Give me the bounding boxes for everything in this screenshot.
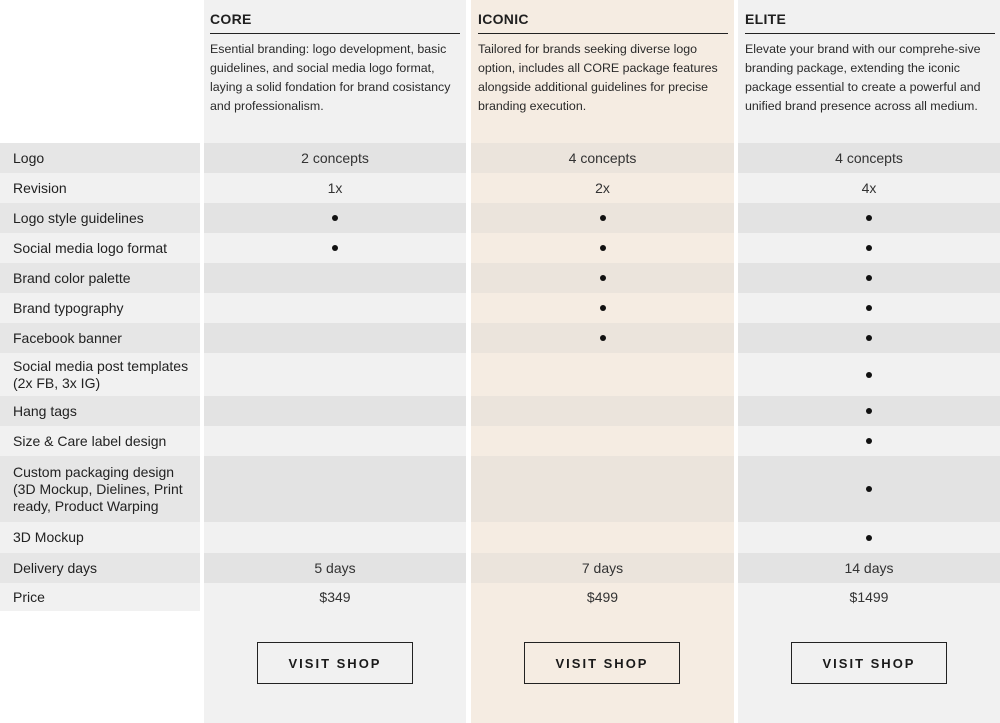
feature-label: Hang tags xyxy=(0,396,200,426)
plan-description: Tailored for brands seeking diverse logo option, includes all CORE package features alongside additional guidelines for precise branding execution. xyxy=(478,42,718,113)
elite-value xyxy=(738,522,1000,553)
iconic-value xyxy=(471,522,734,553)
included-dot-icon xyxy=(866,535,872,541)
core-value xyxy=(204,426,466,456)
core-value xyxy=(204,522,466,553)
included-dot-icon xyxy=(600,275,606,281)
elite-value xyxy=(738,323,1000,353)
iconic-value xyxy=(471,293,734,323)
core-value: 5 days xyxy=(204,553,466,583)
included-dot-icon xyxy=(866,438,872,444)
feature-label: Social media post templates (2x FB, 3x IG) xyxy=(0,353,200,396)
feature-row-logo xyxy=(0,143,1000,173)
core-value xyxy=(204,353,466,396)
iconic-value xyxy=(471,396,734,426)
elite-value: 4 concepts xyxy=(738,143,1000,173)
feature-row-price xyxy=(0,583,1000,611)
included-dot-icon xyxy=(866,275,872,281)
included-dot-icon xyxy=(600,305,606,311)
elite-value xyxy=(738,456,1000,522)
elite-value: 14 days xyxy=(738,553,1000,583)
elite-price: $1499 xyxy=(849,589,889,605)
included-dot-icon xyxy=(866,215,872,221)
elite-visit-shop-button[interactable]: VISIT SHOP xyxy=(791,642,947,684)
included-dot-icon xyxy=(600,245,606,251)
included-dot-icon xyxy=(600,215,606,221)
iconic-value xyxy=(471,456,734,522)
core-value xyxy=(204,456,466,522)
feature-row-3d-mockup xyxy=(0,522,1000,553)
feature-row-social-media-logo-format xyxy=(0,233,1000,263)
core-price: $349 xyxy=(319,589,351,605)
feature-label: Delivery days xyxy=(0,553,200,583)
iconic-value xyxy=(471,203,734,233)
iconic-value: 2x xyxy=(595,180,610,196)
core-value xyxy=(204,263,466,293)
feature-label: Price xyxy=(0,583,200,611)
core-value xyxy=(204,323,466,353)
iconic-value xyxy=(471,426,734,456)
included-dot-icon xyxy=(866,305,872,311)
elite-value xyxy=(738,233,1000,263)
feature-row-logo-style-guidelines xyxy=(0,203,1000,233)
included-dot-icon xyxy=(866,486,872,492)
feature-row-hang-tags xyxy=(0,396,1000,426)
feature-row-facebook-banner xyxy=(0,323,1000,353)
included-dot-icon xyxy=(332,245,338,251)
plan-description: Esential branding: logo development, basic guidelines, and social media logo format, laying a solid fondation for brand cosistancy and professionalism. xyxy=(210,42,451,113)
iconic-price: $499 xyxy=(586,589,619,605)
plan-header-iconic xyxy=(478,0,728,116)
feature-label: Custom packaging design (3D Mockup, Dielines, Print ready, Product Warping xyxy=(0,456,200,522)
feature-label: Facebook banner xyxy=(0,323,200,353)
plan-title: ELITE xyxy=(745,0,995,34)
elite-value xyxy=(738,203,1000,233)
feature-label: Logo style guidelines xyxy=(0,203,200,233)
core-value xyxy=(204,233,466,263)
core-visit-shop-button[interactable]: VISIT SHOP xyxy=(257,642,413,684)
plan-header-core xyxy=(210,0,460,116)
feature-row-brand-typography xyxy=(0,293,1000,323)
core-value: 1x xyxy=(327,180,343,196)
feature-row-brand-color-palette xyxy=(0,263,1000,293)
plan-header-elite xyxy=(745,0,995,116)
core-value xyxy=(204,203,466,233)
included-dot-icon xyxy=(866,335,872,341)
elite-value xyxy=(738,396,1000,426)
elite-value xyxy=(738,293,1000,323)
core-value xyxy=(204,396,466,426)
elite-value xyxy=(738,426,1000,456)
elite-value xyxy=(738,353,1000,396)
included-dot-icon xyxy=(866,372,872,378)
feature-label: 3D Mockup xyxy=(0,522,200,553)
iconic-value: 4 concepts xyxy=(471,143,734,173)
iconic-value xyxy=(471,323,734,353)
elite-value xyxy=(738,263,1000,293)
feature-row-revision xyxy=(0,173,1000,203)
plan-description: Elevate your brand with our comprehe-sive branding package, extending the iconic package essential to create a powerful and unified brand presence across all medium. xyxy=(745,42,981,113)
feature-row-size-care-label xyxy=(0,426,1000,456)
core-value xyxy=(204,293,466,323)
plan-title: ICONIC xyxy=(478,0,728,34)
included-dot-icon xyxy=(332,215,338,221)
feature-row-social-media-post-templates xyxy=(0,353,1000,396)
iconic-value xyxy=(471,263,734,293)
feature-label: Brand color palette xyxy=(0,263,200,293)
core-value: 2 concepts xyxy=(204,143,466,173)
iconic-visit-shop-button[interactable]: VISIT SHOP xyxy=(524,642,680,684)
included-dot-icon xyxy=(600,335,606,341)
feature-row-custom-packaging-design xyxy=(0,456,1000,522)
elite-value: 4x xyxy=(861,180,877,196)
included-dot-icon xyxy=(866,408,872,414)
iconic-value: 7 days xyxy=(471,553,734,583)
feature-label: Revision xyxy=(0,173,200,203)
feature-label: Logo xyxy=(0,143,200,173)
plan-title: CORE xyxy=(210,0,460,34)
iconic-value xyxy=(471,233,734,263)
feature-label: Size & Care label design xyxy=(0,426,200,456)
feature-label: Social media logo format xyxy=(0,233,200,263)
included-dot-icon xyxy=(866,245,872,251)
iconic-value xyxy=(471,353,734,396)
feature-row-delivery-days xyxy=(0,553,1000,583)
feature-label: Brand typography xyxy=(0,293,200,323)
